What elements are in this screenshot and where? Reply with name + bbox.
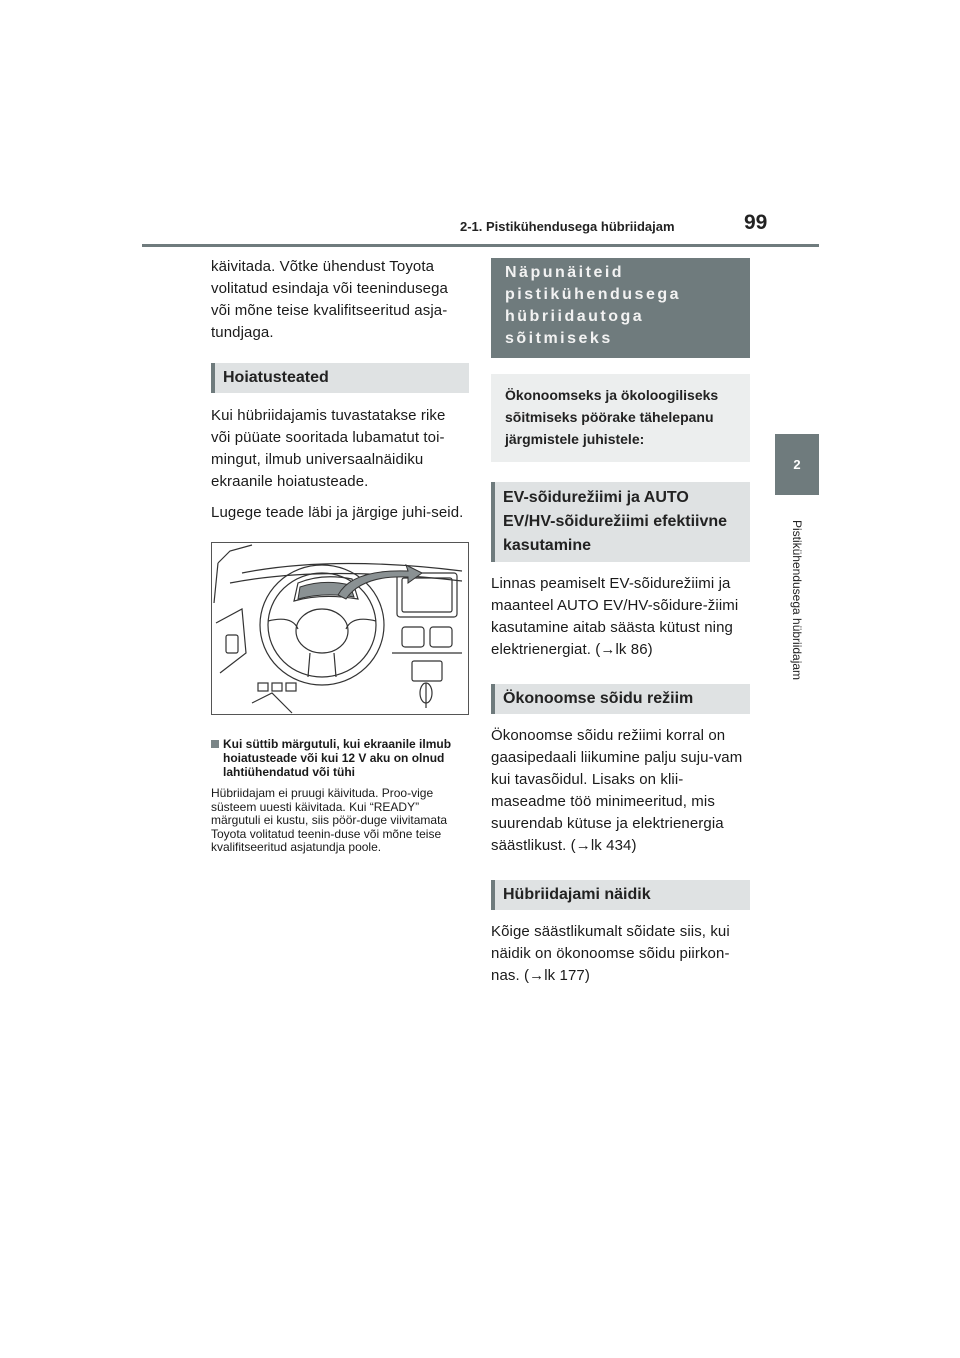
indicator-paragraph: Kõige säästlikumalt sõidate siis, kui näidik on ökonoomse sõidu piirkon-nas. (→lk 177): [491, 923, 730, 984]
tips-title: Näpunäiteid pistikühendusega hübriidautoga sõitmiseks: [505, 264, 682, 347]
eco-mode-heading: [491, 684, 750, 714]
page-number: 99: [744, 211, 768, 234]
square-bullet-icon: [211, 740, 219, 748]
intro-paragraph: käivitada. Võtke ühendust Toyota volitatud esindaja või teenindusega või mõne teise kvalifitseeritud asja-tundjaga.: [211, 258, 449, 341]
warning-paragraph-2: Lugege teade läbi ja järgige juhi-seid.: [211, 504, 464, 521]
eco-mode-heading-text: Ökonoomse sõidu režiim: [503, 690, 694, 707]
tips-title-box: [491, 258, 750, 358]
warning-heading: [211, 363, 469, 393]
section-title: 2-1. Pistikühendusega hübriidajam: [460, 219, 675, 234]
tips-intro: Ökonoomseks ja ökoloogiliseks sõitmiseks pöörake tähelepanu järgmistele juhistele:: [505, 387, 719, 447]
chapter-tab: [775, 434, 819, 495]
steering-wheel-display-icon: [212, 543, 468, 714]
ev-mode-heading: [491, 482, 750, 562]
header-divider: [142, 244, 819, 247]
chapter-label: Pistikühendusega hübriidajam: [790, 519, 804, 681]
dashboard-illustration: [211, 542, 469, 715]
tips-intro-box: [491, 374, 750, 462]
ev-mode-heading-text: EV-sõidurežiimi ja AUTO EV/HV-sõidurežiimi efektiivne kasutamine: [503, 489, 728, 554]
right-column: [491, 258, 750, 987]
notice-title-text: Kui süttib märgutuli, kui ekraanile ilmub hoiatusteade või kui 12 V aku on olnud lahtiühendatud või tühi: [223, 737, 452, 779]
left-column: [211, 256, 469, 855]
eco-mode-paragraph: Ökonoomse sõidu režiimi korral on gaasipedaali liikumine palju suju-vam kui tavasõidul. Lisaks on klii-maseadme töö minimeeritud, mis suurendab kütuse ja elektrienergia säästlikust. (→lk 434): [491, 727, 743, 854]
indicator-heading: [491, 880, 750, 910]
ev-mode-paragraph: Linnas peamiselt EV-sõidurežiimi ja maanteel AUTO EV/HV-sõidure-žiimi kasutamine aitab säästa kütust ning elektrienergiat. (→lk 86): [491, 575, 739, 658]
notice-title: [211, 737, 469, 779]
warning-paragraph-1: Kui hübriidajamis tuvastatakse rike või püüate sooritada lubamatut toi-mingut, ilmub universaalnäidiku ekraanile hoiatusteade.: [211, 407, 446, 490]
warning-heading-text: Hoiatusteated: [223, 369, 329, 386]
indicator-heading-text: Hübriidajami näidik: [503, 886, 651, 903]
chapter-number: 2: [793, 457, 801, 472]
notice-text: Hübriidajam ei pruugi käivituda. Proo-vige süsteem uuesti käivitada. Kui “READY” märgutuli ei kustu, siis pöör-duge viivitamata Toyota volitatud teenin-duse või mõne teise kvalifitseeritud asjatundja poole.: [211, 786, 448, 855]
notice-block: [211, 737, 469, 855]
